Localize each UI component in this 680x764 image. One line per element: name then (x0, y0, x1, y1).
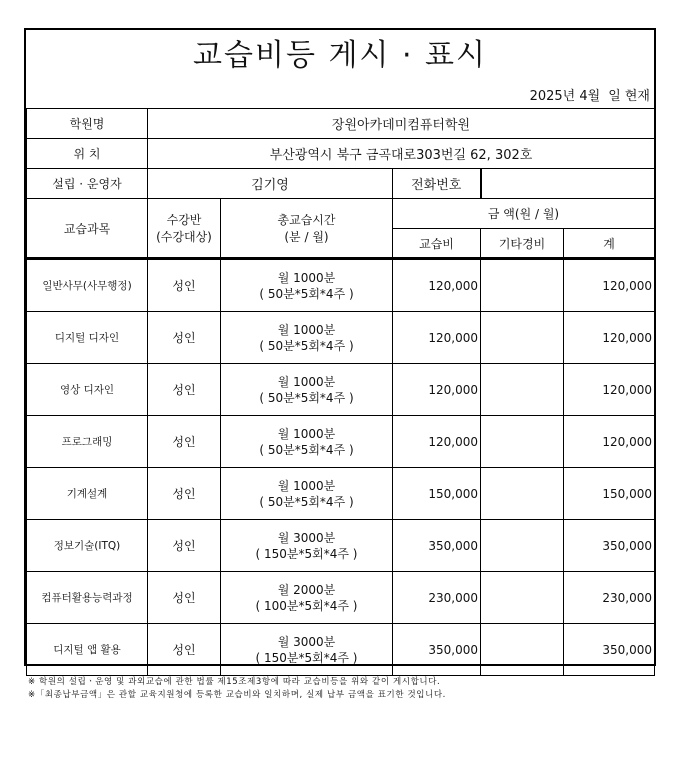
course-name: 프로그래밍 (27, 416, 148, 468)
academy-label: 학원명 (27, 109, 148, 139)
total-amount: 120,000 (564, 364, 655, 416)
table-row (27, 572, 655, 624)
class-target: 성인 (148, 468, 221, 520)
table-row (27, 624, 655, 676)
phone-label: 전화번호 (393, 169, 481, 199)
table-row (27, 520, 655, 572)
course-name: 영상 디자인 (27, 364, 148, 416)
other-expense (481, 520, 564, 572)
location-row (27, 139, 655, 169)
class-target: 성인 (148, 520, 221, 572)
page-title: 교습비등 게시 · 표시 (193, 38, 487, 73)
tuition-amount: 120,000 (393, 259, 481, 312)
table-row (27, 364, 655, 416)
tuition-amount: 350,000 (393, 520, 481, 572)
course-name: 디지털 디자인 (27, 312, 148, 364)
hours-monthly: 월 3000분 (277, 530, 336, 545)
header-total: 계 (564, 229, 655, 259)
total-hours (221, 416, 393, 468)
course-name: 일반사무(사무행정) (27, 259, 148, 312)
footnotes (28, 676, 446, 702)
total-amount: 120,000 (564, 312, 655, 364)
operator-label: 설립 · 운영자 (27, 169, 148, 199)
hours-monthly: 월 1000분 (277, 270, 336, 285)
hours-detail: ( 150분*5회*4주 ) (255, 650, 358, 665)
other-expense (481, 364, 564, 416)
hours-detail: ( 50분*5회*4주 ) (259, 442, 354, 457)
academy-row (27, 109, 655, 139)
hours-detail: ( 50분*5회*4주 ) (259, 286, 354, 301)
hours-monthly: 월 1000분 (277, 322, 336, 337)
header-hours-main: 총교습시간 (277, 213, 336, 227)
other-expense (481, 572, 564, 624)
hours-detail: ( 100분*5회*4주 ) (255, 598, 358, 613)
header-class-main: 수강반 (166, 213, 202, 227)
header-course: 교습과목 (27, 199, 148, 259)
class-target: 성인 (148, 364, 221, 416)
course-name: 정보기술(ITQ) (27, 520, 148, 572)
footnote-1: ※ 학원의 설립ㆍ운영 및 과외교습에 관한 법률 제15조제3항에 따라 교습비등을 위와 같이 게시합니다. (28, 677, 441, 687)
course-name: 디지털 앱 활용 (27, 624, 148, 676)
location-label: 위 치 (27, 139, 148, 169)
total-amount: 350,000 (564, 624, 655, 676)
total-hours (221, 468, 393, 520)
date-year-month: 2025년 4월 (529, 89, 601, 104)
header-class-sub: (수강대상) (156, 230, 212, 244)
hours-detail: ( 50분*5회*4주 ) (259, 390, 354, 405)
tuition-amount: 150,000 (393, 468, 481, 520)
course-name: 기계설계 (27, 468, 148, 520)
hours-monthly: 월 1000분 (277, 478, 336, 493)
hours-detail: ( 150분*5회*4주 ) (255, 546, 358, 561)
academy-name: 장원아카데미컴퓨터학원 (148, 109, 655, 139)
other-expense (481, 624, 564, 676)
total-amount: 230,000 (564, 572, 655, 624)
operator-value: 김기영 (148, 169, 393, 199)
operator-row (27, 169, 655, 199)
class-target: 성인 (148, 259, 221, 312)
header-amount: 금 액(원 / 월) (393, 199, 655, 229)
other-expense (481, 468, 564, 520)
total-hours (221, 259, 393, 312)
course-name: 컴퓨터활용능력과정 (27, 572, 148, 624)
hours-detail: ( 50분*5회*4주 ) (259, 338, 354, 353)
header-other: 기타경비 (481, 229, 564, 259)
total-amount: 150,000 (564, 468, 655, 520)
tuition-amount: 120,000 (393, 416, 481, 468)
tuition-amount: 350,000 (393, 624, 481, 676)
class-target: 성인 (148, 624, 221, 676)
tuition-amount: 230,000 (393, 572, 481, 624)
hours-detail: ( 50분*5회*4주 ) (259, 494, 354, 509)
other-expense (481, 259, 564, 312)
header-hours (221, 199, 393, 259)
location-value: 부산광역시 북구 금곡대로303번길 62, 302호 (148, 139, 655, 169)
other-expense (481, 416, 564, 468)
class-target: 성인 (148, 572, 221, 624)
table-row (27, 468, 655, 520)
hours-monthly: 월 1000분 (277, 374, 336, 389)
hours-monthly: 월 3000분 (277, 634, 336, 649)
header-row-1 (27, 199, 655, 229)
total-hours (221, 312, 393, 364)
phone-value (481, 169, 655, 199)
tuition-amount: 120,000 (393, 364, 481, 416)
total-hours (221, 572, 393, 624)
total-hours (221, 520, 393, 572)
table-row (27, 259, 655, 312)
fee-rows (27, 259, 655, 676)
class-target: 성인 (148, 312, 221, 364)
hours-monthly: 월 1000분 (277, 426, 336, 441)
total-hours (221, 364, 393, 416)
other-expense (481, 312, 564, 364)
header-class (148, 199, 221, 259)
footnote-2: ※「최종납부금액」은 관할 교육지원청에 등록한 교습비와 일치하며, 실제 납부 금액을 표기한 것입니다. (28, 690, 446, 700)
total-amount: 350,000 (564, 520, 655, 572)
date-line (522, 85, 650, 104)
table-row (27, 416, 655, 468)
header-hours-sub: (분 / 월) (284, 230, 329, 244)
class-target: 성인 (148, 416, 221, 468)
tuition-amount: 120,000 (393, 312, 481, 364)
hours-monthly: 월 2000분 (277, 582, 336, 597)
fee-table (26, 108, 655, 676)
header-tuition: 교습비 (393, 229, 481, 259)
total-amount: 120,000 (564, 259, 655, 312)
total-amount: 120,000 (564, 416, 655, 468)
date-day-suffix: 일 현재 (608, 89, 650, 104)
fee-notice-frame (24, 28, 656, 666)
total-hours (221, 624, 393, 676)
table-row (27, 312, 655, 364)
